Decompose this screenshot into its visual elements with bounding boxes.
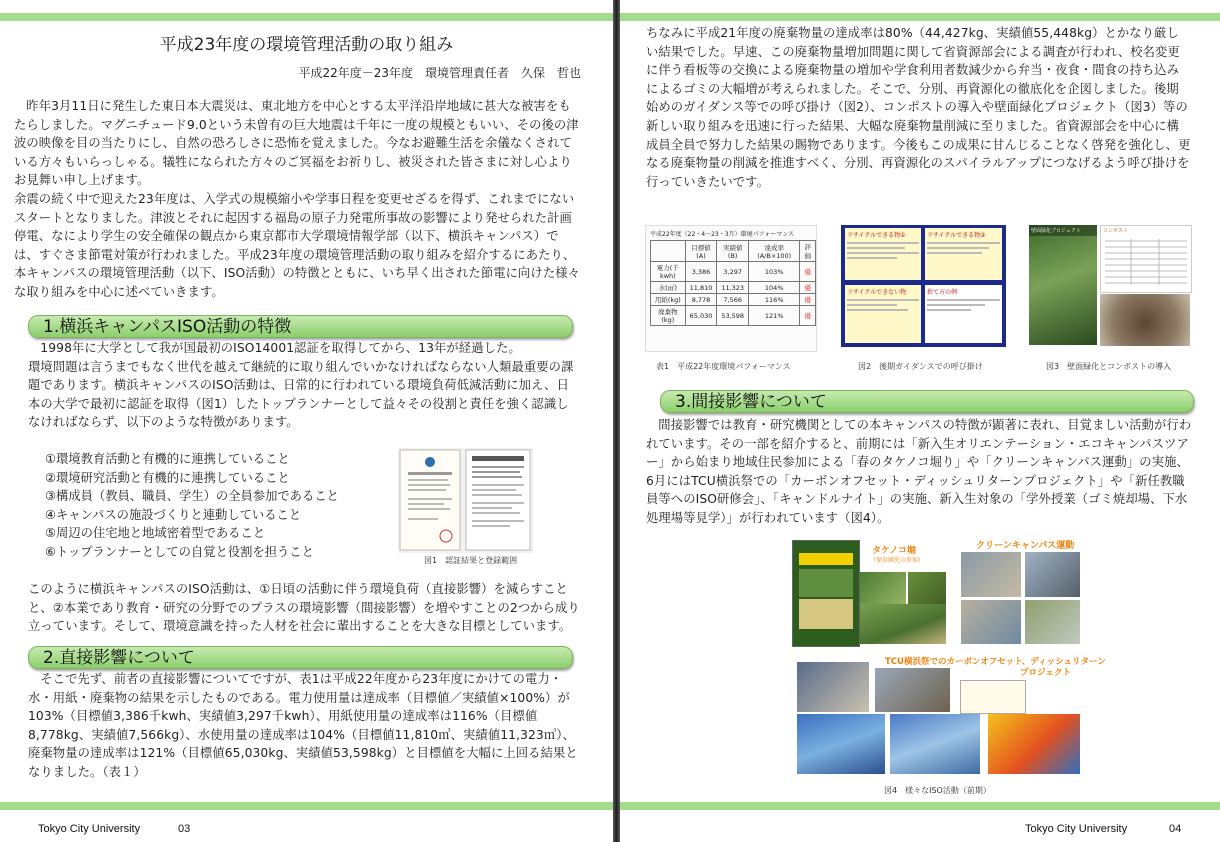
table-cell: 優 xyxy=(800,294,816,306)
table-cell: 用紙(kg) xyxy=(651,294,686,306)
table-cell: 11,810 xyxy=(685,282,717,294)
table-header-cell: 達成率(A/B×100) xyxy=(749,241,800,262)
figure-2-caption: 図2 後期ガイダンスでの呼び掛け xyxy=(858,362,983,371)
certificate-image xyxy=(398,448,533,553)
slide-box-disposal-example xyxy=(925,285,1002,343)
feature-list xyxy=(45,450,339,562)
photo-label: 壁面緑化プロジェクト xyxy=(1029,225,1097,236)
top-green-bar xyxy=(620,13,1220,21)
figure-4-caption: 図4 様々なISO活動（前期） xyxy=(884,786,991,795)
intro-text xyxy=(14,97,582,302)
footer-university: Tokyo City University xyxy=(38,823,141,835)
table-cell: 電力(千kwh) xyxy=(651,262,686,282)
table-header-cell: 評価 xyxy=(800,241,816,262)
section-3-text xyxy=(646,416,1194,528)
festival-photo-3 xyxy=(797,714,885,774)
clean-campus-label: クリーンキャンパス運動 xyxy=(976,541,1075,551)
table-cell: 65,030 xyxy=(685,306,717,326)
table-cell: 7,566 xyxy=(717,294,749,306)
festival-photo-1 xyxy=(797,662,869,712)
intro-paragraph-1: 昨年3月11日に発生した東日本大震災は、東北地方を中心とする太平洋沿岸地域に甚大な被害をもたらしました。マグニチュード9.0という未曽有の巨大地震は千年に一度の規模ともいい、その後の津波の映像を目の当たりにし、自然の恐ろしさに恐怖を覚えました。今なお避難生活を余儀なくされている方々もいらっしゃる。犠牲になられた方々のご冥福をお祈りし、被災された皆さまに対し心よりお見舞い申し上げます。 xyxy=(14,99,579,188)
table-1-title: 平成22年度（22・4～23・3月）環境パフォーマンス xyxy=(650,231,795,238)
certificate-figure xyxy=(398,448,533,553)
footer-page-number: 03 xyxy=(178,823,191,835)
table-header-cell xyxy=(651,241,686,262)
festival-photo-2 xyxy=(875,668,950,712)
section-1-closing-paragraph: このように横浜キャンパスのISO活動は、①日頃の活動に伴う環境負荷（直接影響）を減らすことと、②本業であり教育・研究の分野でのプラスの環境影響（間接影響）を増やすことの2つから成り立っています。そして、環境意識を持った人材を社会に輩出することを大きな目標としています。 xyxy=(28,582,580,634)
slide-box-title: リサイクルできる物② xyxy=(927,232,986,239)
list-item: ①環境教育活動と有機的に連携していること xyxy=(45,452,290,466)
section-1-closing xyxy=(28,580,580,636)
bottom-green-bar xyxy=(620,802,1220,810)
table-header-row xyxy=(651,241,816,262)
festival-label: TCU横浜祭でのカーボンオフセット、ディッシュリターン xyxy=(885,657,1106,667)
figure-1-caption: 図1 認証結果と登録範囲 xyxy=(424,556,518,565)
bamboo-photo-3 xyxy=(860,604,946,644)
table-cell: 103% xyxy=(749,262,800,282)
activity-poster xyxy=(792,540,860,647)
clean-campus-photo-4 xyxy=(1025,600,1080,644)
table-1-caption: 表1 平成22年度環境パフォーマンス xyxy=(656,362,791,371)
table-cell: 53,598 xyxy=(717,306,749,326)
section-1-text xyxy=(28,339,580,432)
section-1-paragraph-1: 1998年に大学として我が国最初のISO14001認証を取得してから、13年が経過した。 xyxy=(40,341,521,355)
slide-box-title: リサイクルできる物① xyxy=(847,232,906,239)
table-cell: 廃棄物(kg) xyxy=(651,306,686,326)
table-cell: 8,778 xyxy=(685,294,717,306)
author-line: 平成22年度－23年度 環境管理責任者 久保 哲也 xyxy=(298,66,581,80)
slide-box-title: 捨て方の例 xyxy=(927,289,958,296)
festival-photo-5 xyxy=(988,714,1080,774)
footer-page-number: 04 xyxy=(1169,823,1182,835)
bottom-green-bar xyxy=(0,802,613,810)
table-row xyxy=(651,282,816,294)
table-row xyxy=(651,294,816,306)
compost-data-sheet xyxy=(1100,225,1192,293)
bamboo-sub-label: （保育園児の参加） xyxy=(870,557,925,564)
table-header-cell: 目標値(A) xyxy=(685,241,717,262)
book-spine xyxy=(613,0,620,842)
clean-campus-photo-3 xyxy=(961,600,1021,644)
section-2-heading: 2.直接影響について xyxy=(28,646,573,669)
bamboo-label: タケノコ堀 xyxy=(872,546,916,556)
table-cell: 3,386 xyxy=(685,262,717,282)
table-cell: 水(㎥) xyxy=(651,282,686,294)
list-item: ⑤周辺の住宅地と地域密着型であること xyxy=(45,526,266,541)
photo-label: コンポスト xyxy=(1103,228,1129,234)
section-1-heading: 1.横浜キャンパスISO活動の特徴 xyxy=(28,315,573,338)
table-cell: 優 xyxy=(800,262,816,282)
slide-box-title: リサイクルできない物 xyxy=(847,289,907,296)
wall-greening-photo xyxy=(1029,225,1097,345)
table-1-figure xyxy=(645,225,817,352)
section-3-paragraph-1: 間接影響では教育・研究機関としての本キャンパスの特徴が顕著に表れ、目覚ましい活動が行われています。その一部を紹介すると、前期には「新入生オリエンテーション・エコキャンパスツアー」から始まり地域住民参加による「春のタケノコ堀り」や「クリーンキャンパス運動」の実施、6月にはTCU横浜祭での「カーボンオフセット・ディッシュリターンプロジェクト」や「新任教職員等へのISO研修会」、「キャンドルナイト」の実施、新入生対象の「学外授業（ゴミ焼却場、下水処理場等見学）」が行われています（図4）。 xyxy=(646,418,1192,525)
slide-box-recyclable-1 xyxy=(845,228,921,280)
table-header-cell: 実績値(B) xyxy=(717,241,749,262)
table-cell: 11,323 xyxy=(717,282,749,294)
clean-campus-photo-2 xyxy=(1025,552,1080,597)
section-2-text xyxy=(28,670,580,782)
table-cell: 121% xyxy=(749,306,800,326)
data-sheet-lines xyxy=(1101,235,1191,291)
right-intro-text xyxy=(646,24,1191,191)
guidance-slide-figure xyxy=(841,225,1006,347)
figure-3-caption: 図3 壁面緑化とコンポストの導入 xyxy=(1046,362,1172,371)
festival-label-2: プロジェクト xyxy=(1020,668,1071,678)
list-item: ②環境研究活動と有機的に連携していること xyxy=(45,470,290,485)
table-cell: 優 xyxy=(800,306,816,326)
table-cell: 104% xyxy=(749,282,800,294)
section-1-paragraph-2: 環境問題は言うまでもなく世代を越えて継続的に取り組んでいかなければならない人類最重要の課題であります。横浜キャンパスのISO活動は、日常的に行われている環境負荷低減活動に加え、日本の大学で最初に認証を取得（図1）したトップランナーとして益々その役割と責任を強く認識しなければならず、以下のような特徴があります。 xyxy=(28,359,574,430)
section-3-heading: 3.間接影響について xyxy=(660,390,1194,413)
table-row xyxy=(651,306,816,326)
slide-box-recyclable-2 xyxy=(925,228,1002,280)
table-cell: 優 xyxy=(800,282,816,294)
section-2-paragraph-1: そこで先ず、前者の直接影響についてですが、表1は平成22年度から23年度にかけての電力・水・用紙・廃棄物の結果を示したものである。電力使用量は達成率（目標値／実績値×100%）が103%（目標値3,386千kwh、実績値3,297千kwh）、用紙使用量の達成率は116%（目標値8,778kg、実績値7,566kg）、水使用量の達成率は104%（目標値11,810㎥、実績値11,323㎥）、廃棄物量の達成率は121%（目標値65,030kg、実績値53,598kg）と目標値を大幅に上回る結果となりました。（表１） xyxy=(28,672,578,779)
page-title: 平成23年度の環境管理活動の取り組み xyxy=(159,35,454,55)
right-paragraph-1: ちなみに平成21年度の廃棄物量の達成率は80%（44,427kg、実績値55,448kg）とかなり厳しい結果でした。早速、この廃棄物量増加問題に関して省資源部会による調査が行われ、校名変更に伴う看板等の交換による廃棄物量の増加や学食利用者数減少から弁当・夜食・間食の持ち込みによるゴミの大幅増が考えられました。そこで、分別、再資源化の徹底化を企図しました。後期始めのガイダンス等での呼び掛け（図2）、コンポストの導入や壁面緑化プロジェクト（図3）等の新しい取り組みを迅速に行った結果、大幅な廃棄物量削減に至りました。省資源部会を中心に構成員全員で努力した結果の賜物であります。今後もこの成果に甘んじることなく啓発を強化し、更なる廃棄物量の削減を推進すべく、分別、再資源化のスパイラルアップにつなげるよう呼び掛けを行っていきたいです。 xyxy=(646,26,1191,189)
table-row xyxy=(651,262,816,282)
performance-table xyxy=(650,240,816,326)
clean-campus-photo-1 xyxy=(961,552,1021,597)
festival-poster xyxy=(960,680,1026,714)
right-page xyxy=(620,0,1220,842)
list-item: ⑥トップランナーとしての自覚と役割を担うこと xyxy=(45,544,314,559)
intro-paragraph-2: 余震の続く中で迎えた23年度は、入学式の規模縮小や学事日程を変更せざるを得ず、これまでにないスタートとなりました。津波とそれに起因する福島の原子力発電所事故の影響により発せられた計画停電、なにより学生の安全確保の観点から東京都市大学環境情報学部（以下、横浜キャンパス）では、すぐさま節電対策が行われました。平成23年度の環境管理活動の取り組みを紹介するにあたり、本キャンパスの環境管理活動（以下、ISO活動）の特徴とともに、いち早く出された節電に向けた様々な取り組みを中心に述べていきます。 xyxy=(14,191,581,299)
table-cell: 3,297 xyxy=(717,262,749,282)
table-cell: 116% xyxy=(749,294,800,306)
slide-box-non-recyclable xyxy=(845,285,921,343)
festival-photo-4 xyxy=(890,714,980,774)
list-item: ③構成員（教員、職員、学生）の全員参加であること xyxy=(45,489,339,504)
top-green-bar xyxy=(0,13,613,21)
list-item: ④キャンパスの施設づくりと連動していること xyxy=(45,507,302,522)
compost-photo xyxy=(1100,294,1190,346)
footer-university: Tokyo City University xyxy=(1025,823,1128,835)
